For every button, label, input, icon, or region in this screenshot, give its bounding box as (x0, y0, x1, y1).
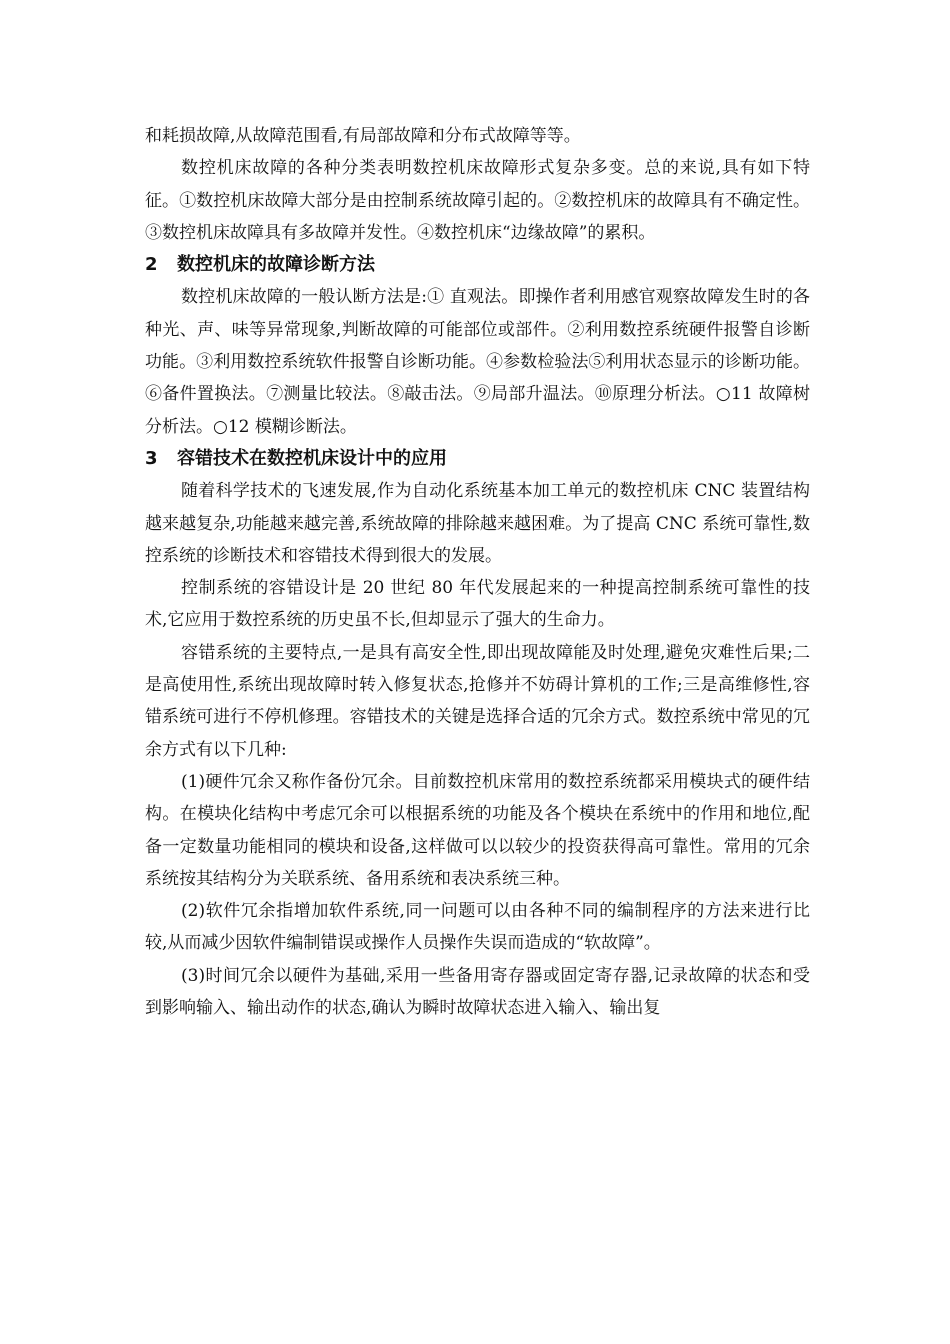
paragraph-continued: 和耗损故障,从故障范围看,有局部故障和分布式故障等等。 (145, 126, 581, 146)
paragraph-fault-tolerant-design: 控制系统的容错设计是 20 世纪 80 年代发展起来的一种提高控制系统可靠性的技术,它应用于数控系统的历史虽不长,但却显示了强大的生命力。 (145, 578, 810, 631)
paragraph-diagnosis-methods: 数控机床故障的一般认断方法是:① 直观法。即操作者利用感官观察故障发生时的各种光、声、味等异常现象,判断故障的可能部位或部件。②利用数控系统硬件报警自诊断功能。③利用数控系统软件报警自诊断功能。④参数检验法⑤利用状态显示的诊断功能。⑥备件置换法。⑦测量比较法。⑧敲击法。⑨局部升温法。⑩原理分析法。○11 故障树分析法。○12 模糊诊断法。 (145, 287, 810, 437)
section-number: 3 (145, 447, 158, 469)
paragraph-cnc-intro: 随着科学技术的飞速发展,作为自动化系统基本加工单元的数控机床 CNC 装置结构越来越复杂,功能越来越完善,系统故障的排除越来越困难。为了提高 CNC 系统可靠性,数控系统的诊断技术和容错技术得到很大的发展。 (145, 481, 810, 566)
paragraph-hardware-redundancy: (1)硬件冗余又称作备份冗余。目前数控机床常用的数控系统都采用模块式的硬件结构。在模块化结构中考虑冗余可以根据系统的功能及各个模块在系统中的作用和地位,配备一定数量功能相同的模块和设备,这样做可以以较少的投资获得高可靠性。常用的冗余系统按其结构分为关联系统、备用系统和表决系统三种。 (145, 771, 810, 889)
paragraph-software-redundancy: (2)软件冗余指增加软件系统,同一问题可以由各种不同的编制程序的方法来进行比较,从而减少因软件编制错误或操作人员操作失误而造成的“软故障”。 (145, 901, 810, 954)
section-number: 2 (145, 254, 158, 276)
section-title: 数控机床的故障诊断方法 (177, 254, 375, 276)
document-page (145, 120, 810, 1024)
section-heading-2 (145, 249, 810, 281)
section-heading-3 (145, 443, 810, 475)
section-title: 容错技术在数控机床设计中的应用 (177, 447, 447, 469)
paragraph-fault-features: 数控机床故障的各种分类表明数控机床故障形式复杂多变。总的来说,具有如下特征。①数控机床故障大部分是由控制系统故障引起的。②数控机床的故障具有不确定性。③数控机床故障具有多故障并发性。④数控机床“边缘故障”的累积。 (145, 158, 810, 243)
paragraph-time-redundancy: (3)时间冗余以硬件为基础,采用一些备用寄存器或固定寄存器,记录故障的状态和受到影响输入、输出动作的状态,确认为瞬时故障状态进入输入、输出复 (145, 965, 810, 1019)
paragraph-fault-tolerant-features: 容错系统的主要特点,一是具有高安全性,即出现故障能及时处理,避免灾难性后果;二是高使用性,系统出现故障时转入修复状态,抢修并不妨碍计算机的工作;三是高维修性,容错系统可进行不停机修理。容错技术的关键是选择合适的冗余方式。数控系统中常见的冗余方式有以下几种: (145, 642, 810, 760)
